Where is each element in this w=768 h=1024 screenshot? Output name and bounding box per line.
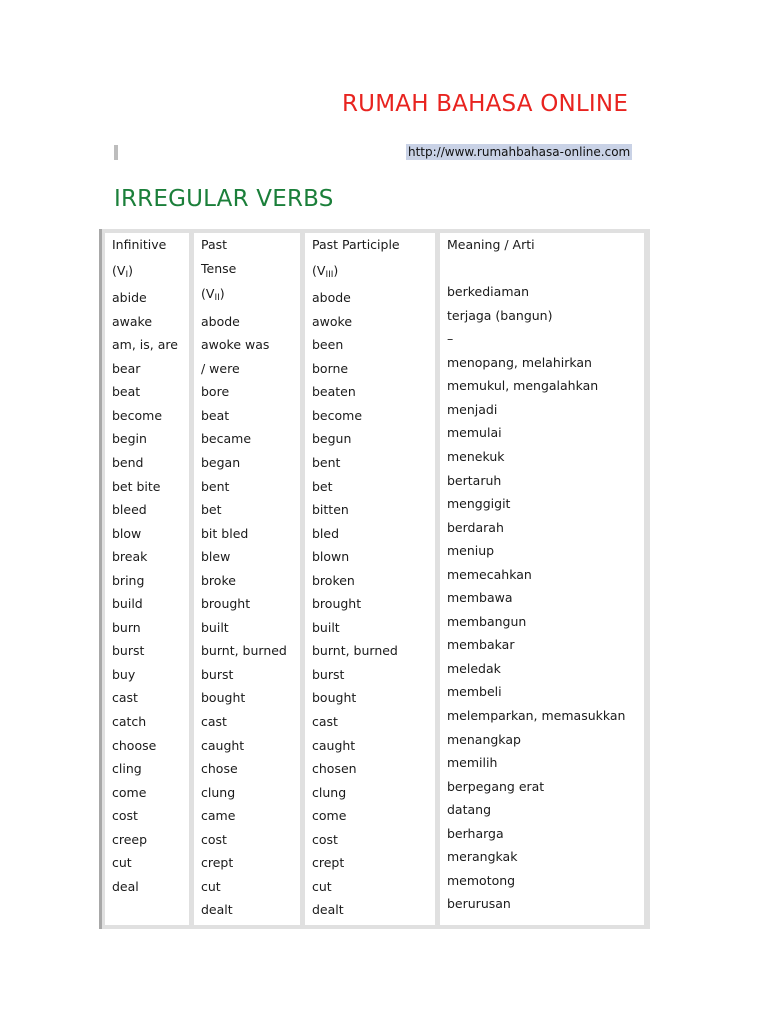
past_participle-header-line: $(V_{III})$	[312, 262, 339, 280]
past_participle-cell: abode	[312, 290, 351, 306]
past_participle-cell: brought	[312, 596, 362, 612]
past_participle-cell: bet	[312, 478, 333, 494]
meaning-cell: berharga	[447, 825, 504, 841]
infinitive-cell: burst	[112, 643, 145, 659]
infinitive-cell: bleed	[112, 502, 147, 518]
past_participle-cell: blown	[312, 549, 350, 565]
meaning-cell: membakar	[447, 637, 515, 653]
meaning-cell: berurusan	[447, 896, 511, 912]
past_participle-cell: cost	[312, 831, 338, 847]
past_participle-cell: bought	[312, 690, 357, 706]
past_participle-cell: borne	[312, 360, 349, 376]
meaning-cell: terjaga (bangun)	[447, 307, 553, 323]
past_participle-cell: bent	[312, 454, 341, 470]
meaning-cell: membeli	[447, 684, 502, 700]
meaning-cell: menangkap	[447, 731, 521, 747]
past_tense-cell: cost	[201, 831, 227, 847]
infinitive-cell: come	[112, 784, 147, 800]
meaning-column	[440, 233, 644, 925]
past_tense-cell: became	[201, 431, 252, 447]
meaning-cell: merangkak	[447, 849, 518, 865]
past-tense-column	[194, 233, 300, 925]
past_participle-cell: cast	[312, 714, 338, 729]
infinitive-cell: bear	[112, 360, 141, 376]
site-title: RUMAH BAHASA ONLINE	[342, 91, 629, 117]
past_tense-cell: bet	[201, 502, 222, 518]
past_tense-cell: came	[201, 808, 236, 824]
past_tense-header-line: $(V_{II})$	[201, 286, 225, 304]
meaning-cell: meledak	[447, 660, 501, 676]
infinitive-cell: bend	[112, 454, 144, 470]
meaning-header-line: Meaning / Arti	[447, 237, 535, 252]
verbs-table	[99, 229, 650, 929]
infinitive-cell: deal	[112, 878, 139, 894]
past_tense-cell: bore	[201, 384, 230, 400]
meaning-cell: memecahkan	[447, 566, 532, 582]
past_tense-cell: bit bled	[201, 525, 249, 541]
past_tense-cell: abode	[201, 313, 240, 329]
infinitive-column	[105, 233, 189, 925]
past_tense-cell: dealt	[201, 902, 233, 918]
past_tense-cell: / were	[201, 360, 240, 376]
past_participle-cell: dealt	[312, 902, 344, 918]
past_tense-cell: brought	[201, 596, 251, 612]
past_tense-cell: cut	[201, 878, 221, 894]
past_tense-cell: beat	[201, 407, 230, 423]
past_participle-cell: beaten	[312, 384, 356, 400]
past_participle-header-line: Past Participle	[312, 237, 400, 252]
meaning-cell: menjadi	[447, 401, 498, 417]
meaning-cell: membangun	[447, 613, 527, 629]
page-heading: IRREGULAR VERBS	[114, 186, 334, 212]
past_tense-header-line: Tense	[201, 260, 237, 276]
infinitive-cell: break	[112, 549, 148, 565]
meaning-cell: memotong	[447, 872, 516, 888]
past_participle-cell: burnt, burned	[312, 643, 398, 659]
past_participle-cell: broken	[312, 572, 355, 588]
infinitive-cell: creep	[112, 831, 148, 847]
past_participle-cell: clung	[312, 784, 347, 800]
infinitive-cell: buy	[112, 666, 136, 682]
meaning-cell: berkediaman	[447, 284, 530, 300]
infinitive-cell: become	[112, 407, 163, 423]
past_tense-cell: caught	[201, 737, 245, 753]
past_tense-cell: clung	[201, 784, 236, 800]
past_tense-header-line: Past	[201, 237, 228, 252]
past_tense-cell: cast	[201, 714, 227, 729]
past_tense-cell: chose	[201, 761, 238, 777]
past_participle-cell: burst	[312, 666, 345, 682]
infinitive-header-line: Infinitive	[112, 237, 167, 252]
past_participle-cell: cut	[312, 878, 332, 894]
meaning-cell: membawa	[447, 590, 513, 606]
meaning-cell: menggigit	[447, 496, 511, 512]
meaning-cell: meniup	[447, 543, 495, 559]
past_tense-cell: began	[201, 454, 241, 470]
infinitive-cell: beat	[112, 384, 141, 400]
meaning-cell: –	[447, 331, 454, 347]
past_tense-cell: bought	[201, 690, 246, 706]
past_participle-cell: begun	[312, 431, 352, 447]
meaning-cell: memilih	[447, 755, 498, 771]
past_participle-cell: bled	[312, 525, 340, 541]
meaning-cell: bertaruh	[447, 472, 502, 488]
past_tense-cell: built	[201, 619, 229, 635]
infinitive-cell: catch	[112, 714, 147, 729]
past_tense-cell: broke	[201, 572, 236, 588]
past_tense-cell: burst	[201, 666, 234, 682]
meaning-cell: memukul, mengalahkan	[447, 378, 599, 394]
meaning-cell: berpegang erat	[447, 778, 545, 794]
meaning-cell: menopang, melahirkan	[447, 354, 592, 370]
site-url-link[interactable]: http://www.rumahbahasa-online.com	[408, 145, 631, 159]
past_participle-cell: caught	[312, 737, 356, 753]
past_participle-cell: crept	[312, 855, 345, 871]
infinitive-cell: bet bite	[112, 478, 161, 494]
infinitive-cell: burn	[112, 619, 141, 635]
past_participle-cell: bitten	[312, 502, 349, 518]
infinitive-cell: blow	[112, 525, 142, 541]
decorative-bar	[114, 145, 118, 160]
infinitive-cell: cast	[112, 690, 138, 706]
meaning-cell: melemparkan, memasukkan	[447, 708, 626, 723]
infinitive-cell: am, is, are	[112, 337, 178, 353]
infinitive-cell: cling	[112, 761, 142, 777]
past_participle-cell: awoke	[312, 313, 353, 329]
meaning-cell: berdarah	[447, 519, 504, 535]
past_participle-cell: chosen	[312, 761, 357, 777]
infinitive-cell: bring	[112, 572, 145, 588]
past_participle-cell: come	[312, 808, 347, 824]
infinitive-header-line: $(V_I)$	[112, 262, 133, 280]
infinitive-cell: awake	[112, 313, 153, 329]
past_tense-cell: bent	[201, 478, 230, 494]
infinitive-cell: cut	[112, 855, 132, 871]
past_participle-cell: been	[312, 337, 344, 353]
past_tense-cell: crept	[201, 855, 234, 871]
meaning-cell: menekuk	[447, 448, 505, 464]
past_tense-cell: blew	[201, 549, 231, 565]
infinitive-cell: abide	[112, 290, 147, 306]
infinitive-cell: cost	[112, 808, 138, 824]
past_participle-cell: become	[312, 407, 363, 423]
past_participle-cell: built	[312, 619, 340, 635]
infinitive-cell: build	[112, 596, 143, 612]
past_tense-cell: burnt, burned	[201, 643, 287, 659]
past_tense-cell: awoke was	[201, 337, 270, 353]
past-participle-column	[305, 233, 435, 925]
infinitive-cell: choose	[112, 737, 157, 753]
infinitive-cell: begin	[112, 431, 147, 447]
meaning-cell: memulai	[447, 425, 502, 441]
meaning-cell: datang	[447, 802, 492, 818]
